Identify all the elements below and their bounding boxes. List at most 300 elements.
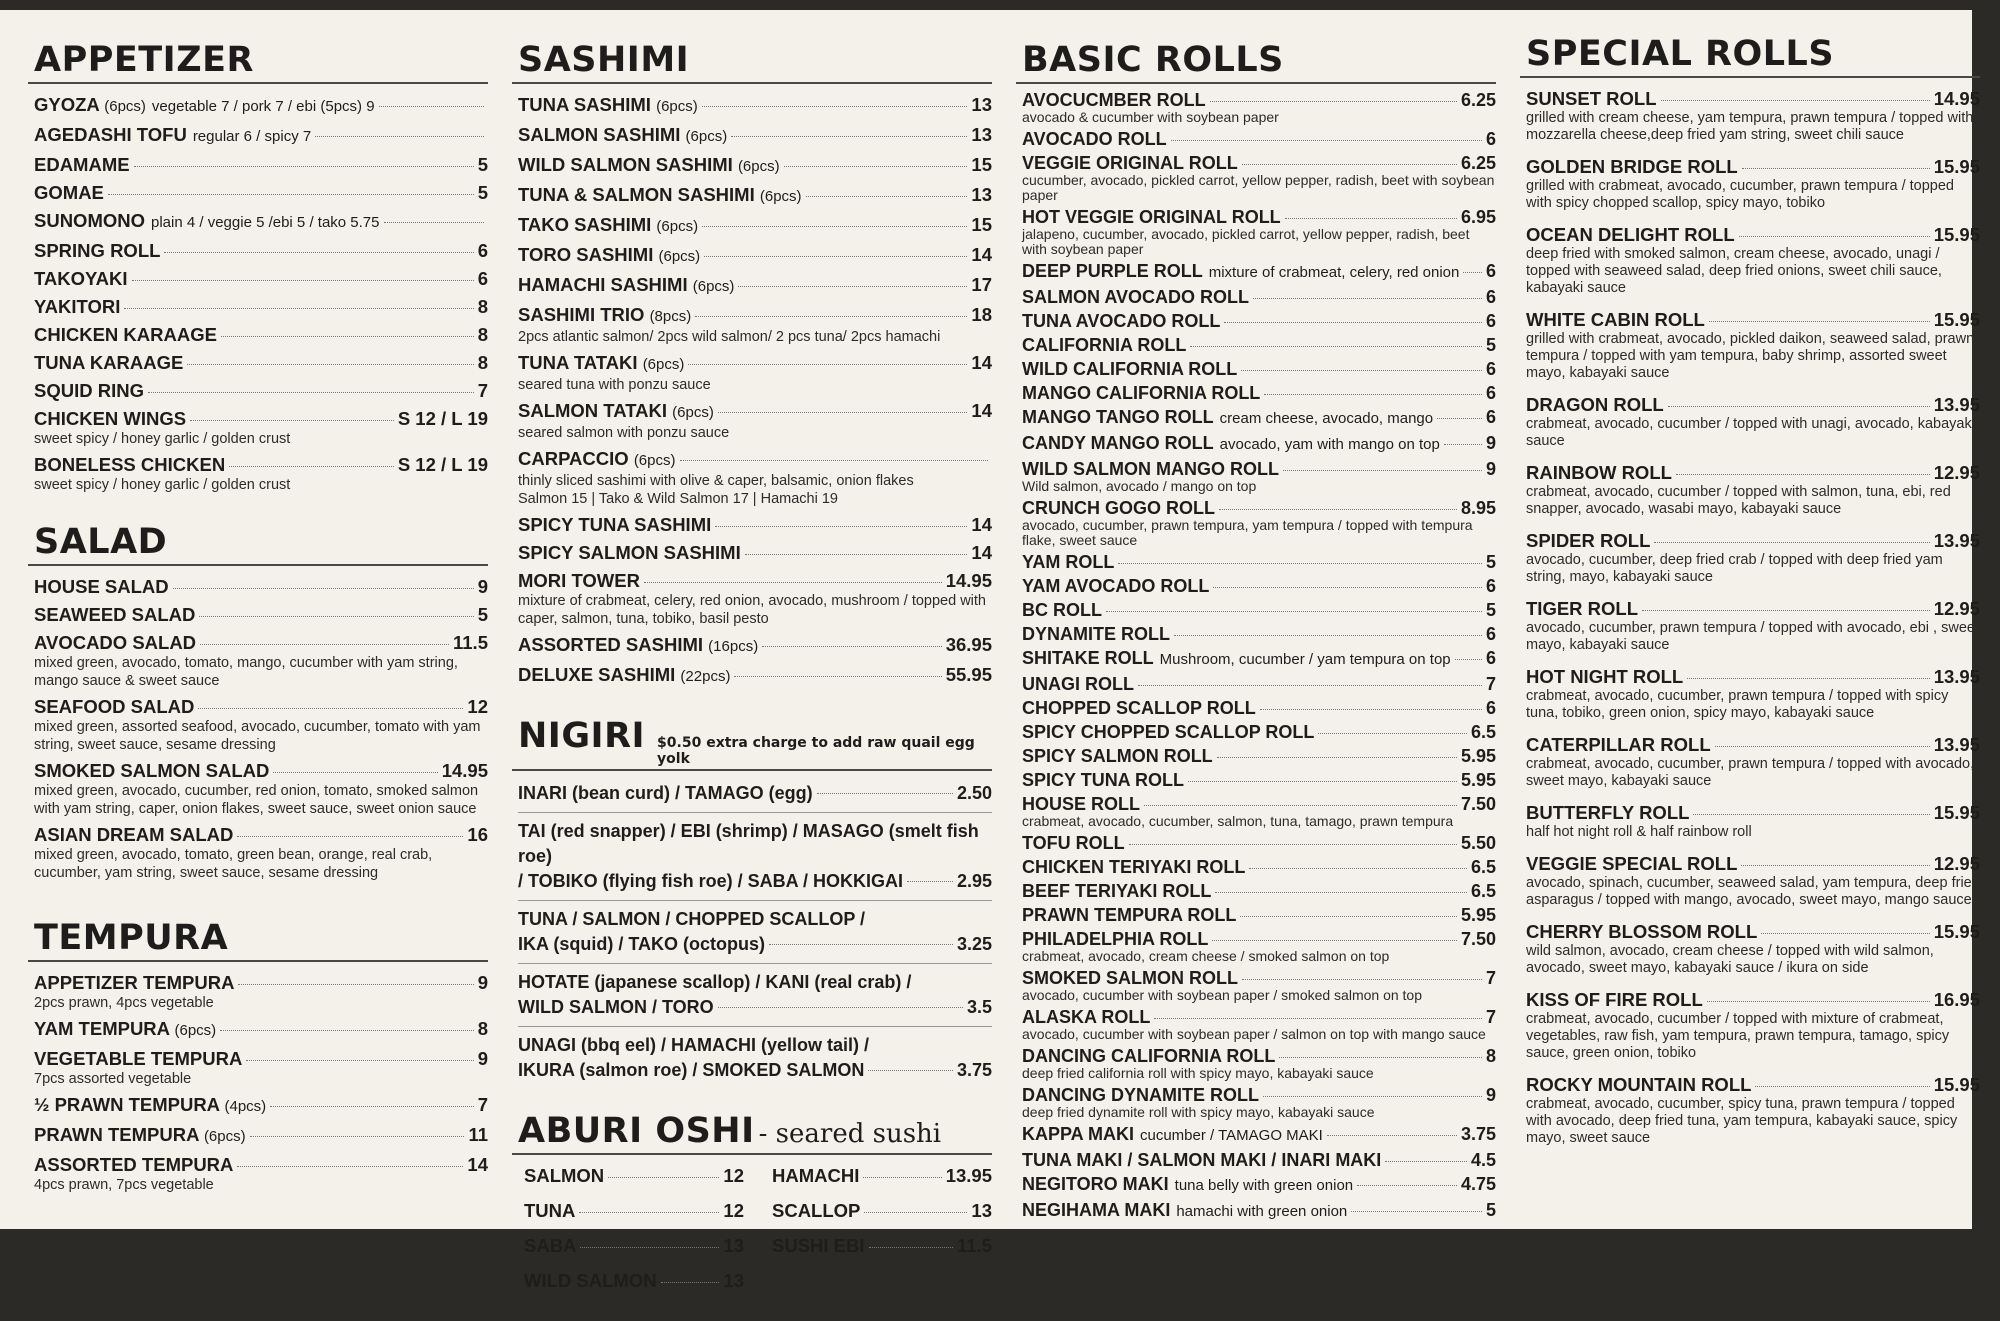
item-name-text: TIGER ROLL bbox=[1526, 598, 1639, 619]
dot-leader bbox=[1224, 322, 1482, 323]
dot-leader bbox=[200, 644, 449, 645]
item-name-text: CATERPILLAR ROLL bbox=[1526, 734, 1711, 755]
item-name-text: BC ROLL bbox=[1022, 600, 1102, 620]
item-name bbox=[1022, 624, 1170, 644]
menu-item bbox=[1022, 359, 1496, 379]
item-price: 12.95 bbox=[1933, 462, 1980, 483]
menu-item bbox=[1022, 576, 1496, 596]
column-3 bbox=[1006, 28, 1506, 1321]
column-4 bbox=[1510, 28, 1990, 1321]
item-price: 13 bbox=[971, 1200, 992, 1221]
menu-item bbox=[518, 184, 992, 208]
nigiri-line-1: UNAGI (bbq eel) / HAMACHI (yellow tail) / bbox=[518, 1035, 870, 1055]
tempura-heading: TEMPURA bbox=[28, 906, 488, 962]
item-price: 8.95 bbox=[1460, 498, 1496, 518]
dot-leader bbox=[863, 1177, 941, 1178]
item-name-text: RAINBOW ROLL bbox=[1526, 462, 1672, 483]
item-name bbox=[518, 94, 698, 118]
dot-leader bbox=[718, 412, 968, 413]
menu-item bbox=[1022, 498, 1496, 548]
menu-board bbox=[0, 10, 1980, 1291]
item-price: 15 bbox=[971, 214, 992, 235]
item-name bbox=[1022, 498, 1215, 518]
menu-item bbox=[1022, 674, 1496, 694]
aburi-list bbox=[518, 1165, 992, 1305]
menu-item-line bbox=[34, 1048, 488, 1070]
item-name bbox=[34, 604, 195, 626]
item-name bbox=[518, 352, 684, 376]
item-name-text: WILD SALMON SASHIMI bbox=[518, 154, 733, 175]
dot-leader bbox=[1213, 587, 1482, 588]
item-name bbox=[1526, 598, 1638, 620]
menu-item-line bbox=[34, 296, 488, 318]
item-name bbox=[34, 1124, 246, 1148]
menu-item-line bbox=[34, 380, 488, 402]
item-name-text: SALMON TATAKI bbox=[518, 400, 668, 421]
menu-item bbox=[1022, 1150, 1496, 1170]
item-name-text: TUNA SASHIMI bbox=[518, 94, 651, 115]
menu-item-line bbox=[1022, 552, 1496, 572]
item-name bbox=[34, 632, 196, 654]
item-name-text: YAM ROLL bbox=[1022, 552, 1115, 572]
menu-item bbox=[34, 124, 488, 148]
item-name-text: HOT VEGGIE ORIGINAL ROLL bbox=[1022, 207, 1281, 227]
menu-item bbox=[1022, 833, 1496, 853]
menu-item-line bbox=[518, 214, 992, 238]
item-name-text: DELUXE SASHIMI bbox=[518, 664, 676, 685]
item-price: 14 bbox=[467, 1154, 488, 1175]
menu-item bbox=[524, 1270, 744, 1299]
menu-item bbox=[518, 304, 992, 346]
menu-item-line bbox=[518, 352, 992, 376]
nigiri-price: 3.75 bbox=[956, 1060, 992, 1080]
item-name bbox=[34, 1048, 242, 1070]
item-description: mixed green, assorted seafood, avocado, cucumber, tomato with yam string, sweet sauce, sesame dressing bbox=[34, 719, 481, 753]
dot-leader bbox=[784, 166, 968, 167]
dot-leader bbox=[1668, 406, 1930, 407]
menu-item-line bbox=[1022, 153, 1496, 173]
menu-item bbox=[1526, 598, 1980, 654]
dot-leader bbox=[1327, 1135, 1457, 1136]
item-price: 8 bbox=[477, 296, 488, 317]
item-name-text: BONELESS CHICKEN bbox=[34, 454, 226, 475]
dot-leader bbox=[731, 136, 967, 137]
dot-leader bbox=[661, 1282, 720, 1283]
item-detail: regular 6 / spicy 7 bbox=[192, 128, 312, 145]
item-price: 3.75 bbox=[1460, 1124, 1496, 1144]
menu-item bbox=[772, 1165, 992, 1194]
item-name-text: SEAFOOD SALAD bbox=[34, 696, 195, 717]
item-price-options: Salmon 15 | Tako & Wild Salmon 17 | Hamachi 19 bbox=[518, 491, 838, 507]
item-price: 5 bbox=[477, 154, 488, 175]
menu-item bbox=[34, 1124, 488, 1148]
menu-item bbox=[518, 514, 992, 536]
menu-item-line bbox=[518, 448, 992, 472]
item-price: 5.95 bbox=[1460, 905, 1496, 925]
item-name bbox=[1022, 359, 1237, 379]
item-name bbox=[1022, 1046, 1275, 1066]
dot-leader bbox=[1253, 298, 1482, 299]
item-qty: (6pcs) bbox=[658, 248, 701, 265]
dot-leader bbox=[734, 676, 941, 677]
menu-item-line bbox=[524, 1270, 744, 1292]
aburi-heading bbox=[512, 1099, 992, 1155]
item-description: 2pcs atlantic salmon/ 2pcs wild salmon/ 2 pcs tuna/ 2pcs hamachi bbox=[518, 329, 941, 345]
dot-leader bbox=[1761, 933, 1929, 934]
tempura-section bbox=[28, 906, 488, 1194]
item-name-text: SCALLOP bbox=[772, 1200, 861, 1221]
menu-item-line bbox=[524, 1165, 744, 1187]
dot-leader bbox=[1210, 101, 1457, 102]
item-name-text: SASHIMI TRIO bbox=[518, 304, 645, 325]
menu-item-line bbox=[518, 634, 992, 658]
dot-leader bbox=[1739, 236, 1930, 237]
item-name bbox=[1526, 1074, 1751, 1096]
menu-item-line bbox=[1526, 802, 1980, 824]
item-price: 9 bbox=[477, 972, 488, 993]
item-name bbox=[34, 380, 144, 402]
item-price: 15.95 bbox=[1933, 309, 1980, 330]
item-name bbox=[34, 1154, 233, 1176]
item-name-text: VEGETABLE TEMPURA bbox=[34, 1048, 243, 1069]
dot-leader bbox=[745, 554, 968, 555]
item-name bbox=[772, 1165, 859, 1187]
nigiri-names: INARI (bean curd) / TAMAGO (egg) bbox=[518, 783, 813, 803]
menu-item-line bbox=[1022, 1150, 1496, 1170]
item-price: 13.95 bbox=[1933, 530, 1980, 551]
menu-item bbox=[518, 214, 992, 238]
item-name-text: TUNA MAKI / SALMON MAKI / INARI MAKI bbox=[1022, 1150, 1382, 1170]
item-name-text: DEEP PURPLE ROLL bbox=[1022, 261, 1203, 281]
item-name bbox=[1022, 857, 1245, 877]
item-name-text: TAKOYAKI bbox=[34, 268, 128, 289]
item-name bbox=[1022, 1007, 1150, 1027]
menu-item-line bbox=[1526, 989, 1980, 1011]
menu-item-line bbox=[1022, 857, 1496, 877]
item-qty: (4pcs) bbox=[224, 1098, 267, 1115]
item-price: 12.95 bbox=[1933, 598, 1980, 619]
menu-item bbox=[772, 1200, 992, 1229]
divider bbox=[518, 900, 992, 901]
item-description: avocado, spinach, cucumber, seaweed salad, yam tempura, deep fried asparagus / topped with mango, avocado, sweet mayo, mango sauce bbox=[1526, 875, 1980, 908]
item-name bbox=[34, 352, 183, 374]
menu-item-line bbox=[34, 454, 488, 476]
item-name bbox=[1022, 287, 1249, 307]
item-name bbox=[1022, 1150, 1381, 1170]
menu-item bbox=[34, 154, 488, 176]
appetizer-section bbox=[28, 28, 488, 494]
dot-leader bbox=[1171, 140, 1482, 141]
dot-leader bbox=[1385, 1161, 1467, 1162]
menu-item-line bbox=[1022, 335, 1496, 355]
dot-leader bbox=[246, 1060, 473, 1061]
menu-item-line bbox=[34, 324, 488, 346]
nigiri-price: 3.25 bbox=[956, 934, 992, 954]
item-name-text: AGEDASHI TOFU bbox=[34, 124, 187, 145]
item-name bbox=[34, 182, 104, 204]
item-name bbox=[1526, 530, 1650, 552]
item-name bbox=[34, 94, 146, 118]
item-price: 6 bbox=[1485, 648, 1496, 668]
item-name-text: HOUSE SALAD bbox=[34, 576, 169, 597]
menu-item-line bbox=[1022, 207, 1496, 227]
menu-item-line bbox=[1526, 88, 1980, 110]
menu-item-line bbox=[1022, 1174, 1496, 1196]
dot-leader bbox=[108, 194, 474, 195]
menu-item bbox=[1022, 857, 1496, 877]
column-2 bbox=[502, 28, 1002, 1321]
menu-item-line bbox=[1022, 1085, 1496, 1105]
menu-item bbox=[34, 380, 488, 402]
item-name-text: SHITAKE ROLL bbox=[1022, 648, 1154, 668]
item-price: 6.25 bbox=[1460, 90, 1496, 110]
item-name-text: ALASKA ROLL bbox=[1022, 1007, 1151, 1027]
dot-leader bbox=[1676, 474, 1930, 475]
item-price: 6.5 bbox=[1470, 857, 1496, 877]
item-name bbox=[518, 542, 741, 564]
menu-item-line bbox=[1022, 746, 1496, 766]
item-name-text: HAMACHI bbox=[772, 1165, 860, 1186]
item-detail: cream cheese, avocado, mango bbox=[1219, 410, 1434, 427]
item-price: 15.95 bbox=[1933, 921, 1980, 942]
menu-item bbox=[1022, 648, 1496, 670]
menu-item-line bbox=[1022, 1007, 1496, 1027]
item-name-text: CRUNCH GOGO ROLL bbox=[1022, 498, 1215, 518]
item-name-text: NEGITORO MAKI bbox=[1022, 1174, 1169, 1194]
item-name-text: WILD SALMON bbox=[524, 1270, 657, 1291]
menu-item bbox=[1022, 383, 1496, 403]
menu-item-line bbox=[518, 664, 992, 688]
menu-item-line bbox=[1526, 853, 1980, 875]
item-name-text: SPICY SALMON SASHIMI bbox=[518, 542, 741, 563]
item-name bbox=[518, 154, 780, 178]
menu-item bbox=[1022, 287, 1496, 307]
menu-item-line bbox=[1022, 833, 1496, 853]
item-name-text: MORI TOWER bbox=[518, 570, 640, 591]
item-name bbox=[1526, 921, 1757, 943]
dot-leader bbox=[1242, 979, 1482, 980]
menu-item-line bbox=[1022, 498, 1496, 518]
dot-leader bbox=[1118, 563, 1482, 564]
menu-item-line bbox=[34, 94, 488, 118]
item-name bbox=[34, 154, 130, 176]
dot-leader bbox=[580, 1247, 719, 1248]
menu-item bbox=[772, 1235, 992, 1264]
menu-item-line bbox=[518, 542, 992, 564]
menu-item-line bbox=[772, 1200, 992, 1222]
item-description: wild salmon, avocado, cream cheese / topped with wild salmon, avocado, sweet mayo, kabayaki sauce / ikura on side bbox=[1526, 943, 1934, 976]
dot-leader bbox=[1437, 418, 1482, 419]
menu-item bbox=[1526, 921, 1980, 977]
menu-item-line bbox=[34, 1124, 488, 1148]
item-price: 6 bbox=[1485, 698, 1496, 718]
item-description: crabmeat, avocado, cucumber, prawn tempura / topped with spicy tuna, tobiko, green onion, spicy mayo, kabayaki sauce bbox=[1526, 688, 1949, 721]
nigiri-price: 2.50 bbox=[956, 783, 992, 803]
salad-section bbox=[28, 510, 488, 882]
dot-leader bbox=[1755, 1086, 1929, 1087]
item-price: 14.95 bbox=[1933, 88, 1980, 109]
item-detail: vegetable 7 / pork 7 / ebi (5pcs) 9 bbox=[151, 98, 375, 115]
item-price: 7 bbox=[477, 380, 488, 401]
menu-item-line bbox=[1022, 624, 1496, 644]
basic-rolls-list bbox=[1016, 90, 1496, 1222]
dot-leader bbox=[864, 1212, 967, 1213]
item-name bbox=[1022, 881, 1211, 901]
menu-item bbox=[1022, 207, 1496, 257]
item-name-text: BUTTERFLY ROLL bbox=[1526, 802, 1690, 823]
item-price: 13.95 bbox=[945, 1165, 992, 1186]
item-name-text: ASSORTED SASHIMI bbox=[518, 634, 704, 655]
item-qty: (6pcs) bbox=[656, 218, 699, 235]
menu-item bbox=[518, 570, 992, 628]
menu-item-line bbox=[34, 972, 488, 994]
item-name bbox=[1022, 433, 1214, 453]
item-description: half hot night roll & half rainbow roll bbox=[1526, 824, 1752, 840]
item-name-text: VEGGIE SPECIAL ROLL bbox=[1526, 853, 1738, 874]
menu-item bbox=[1022, 1174, 1496, 1196]
item-price: 7 bbox=[1485, 674, 1496, 694]
item-price: 9 bbox=[477, 576, 488, 597]
menu-item bbox=[1526, 309, 1980, 382]
dot-leader bbox=[608, 1177, 719, 1178]
appetizer-list bbox=[28, 94, 488, 494]
item-price: 16.95 bbox=[1933, 989, 1980, 1010]
menu-item-line bbox=[1526, 921, 1980, 943]
menu-item bbox=[34, 408, 488, 448]
dot-leader bbox=[237, 836, 463, 837]
dot-leader bbox=[164, 252, 473, 253]
item-description: thinly sliced sashimi with olive & caper, balsamic, onion flakes bbox=[518, 473, 914, 489]
menu-item bbox=[1526, 156, 1980, 212]
item-price: 4.75 bbox=[1460, 1174, 1496, 1194]
item-price: 8 bbox=[477, 1018, 488, 1039]
item-name-text: SUSHI EBI bbox=[772, 1235, 865, 1256]
menu-item-line bbox=[34, 632, 488, 654]
item-detail: hamachi with green onion bbox=[1176, 1203, 1348, 1220]
item-name bbox=[1022, 1124, 1134, 1144]
menu-item-line bbox=[1022, 968, 1496, 988]
dot-leader bbox=[1709, 321, 1930, 322]
item-price: 5 bbox=[1485, 552, 1496, 572]
item-name bbox=[1022, 746, 1213, 766]
menu-item bbox=[1022, 698, 1496, 718]
item-description: avocado, cucumber, prawn tempura, yam tempura / topped with tempura flake, sweet sauce bbox=[1022, 517, 1473, 548]
menu-item bbox=[518, 94, 992, 118]
item-qty: (6pcs) bbox=[656, 98, 698, 115]
item-price: 12 bbox=[723, 1165, 744, 1186]
menu-item bbox=[518, 542, 992, 564]
item-name bbox=[1022, 90, 1206, 110]
menu-item-line bbox=[1022, 459, 1496, 479]
item-name-text: WILD CALIFORNIA ROLL bbox=[1022, 359, 1238, 379]
item-name bbox=[1022, 1085, 1259, 1105]
item-description: crabmeat, avocado, cucumber, prawn tempura / topped with avocado, sweet mayo, kabayaki sauce bbox=[1526, 756, 1975, 789]
item-qty: (6pcs) bbox=[203, 1128, 246, 1145]
item-name-text: TORO SASHIMI bbox=[518, 244, 654, 265]
menu-item-line bbox=[1022, 905, 1496, 925]
column-1 bbox=[18, 28, 498, 1321]
item-name-text: CANDY MANGO ROLL bbox=[1022, 433, 1214, 453]
item-price: 8 bbox=[1485, 1046, 1496, 1066]
item-detail: cucumber / TAMAGO MAKI bbox=[1140, 1127, 1323, 1144]
item-detail: plain 4 / veggie 5 /ebi 5 / tako 5.75 bbox=[151, 214, 380, 231]
dot-leader bbox=[1707, 1001, 1930, 1002]
menu-item-line bbox=[34, 1094, 488, 1118]
item-name-text: CHICKEN TERIYAKI ROLL bbox=[1022, 857, 1246, 877]
item-price: 15 bbox=[971, 154, 992, 175]
item-name bbox=[1526, 853, 1737, 875]
menu-item-line bbox=[772, 1235, 992, 1257]
item-name bbox=[1022, 905, 1236, 925]
item-description: crabmeat, avocado, cucumber / topped with unagi, avocado, kabayaki sauce bbox=[1526, 416, 1975, 449]
item-name bbox=[1526, 156, 1738, 178]
menu-item bbox=[1526, 88, 1980, 144]
nigiri-list bbox=[512, 781, 992, 1083]
item-name-text: DANCING CALIFORNIA ROLL bbox=[1022, 1046, 1276, 1066]
menu-item-line bbox=[518, 274, 992, 298]
menu-item bbox=[1022, 129, 1496, 149]
nigiri-line-2 bbox=[518, 1058, 992, 1083]
item-description: deep fried dynamite roll with spicy mayo, kabayaki sauce bbox=[1022, 1104, 1375, 1120]
menu-item-line bbox=[34, 352, 488, 374]
item-qty: (6pcs) bbox=[672, 404, 714, 421]
item-price: 12.95 bbox=[1933, 853, 1980, 874]
item-name bbox=[34, 296, 120, 318]
menu-item bbox=[524, 1235, 744, 1264]
dot-leader bbox=[688, 364, 967, 365]
item-name-text: SABA bbox=[524, 1235, 577, 1256]
dot-leader bbox=[148, 392, 474, 393]
menu-item-line bbox=[34, 824, 488, 846]
item-name-text: SPICY TUNA SASHIMI bbox=[518, 514, 712, 535]
menu-item-line bbox=[1022, 881, 1496, 901]
item-name bbox=[1022, 576, 1209, 596]
menu-item bbox=[1022, 722, 1496, 742]
item-name-text: KAPPA MAKI bbox=[1022, 1124, 1134, 1144]
menu-item bbox=[1022, 905, 1496, 925]
item-name bbox=[518, 448, 676, 472]
menu-item bbox=[518, 274, 992, 298]
nigiri-names: WILD SALMON / TORO bbox=[518, 997, 714, 1017]
nigiri-line-1 bbox=[518, 781, 992, 806]
item-description: crabmeat, avocado, cucumber, spicy tuna, prawn tempura / topped with avocado, deep fried tuna, yam tempura, kabayaki sauce, spicy mayo, sweet sauce bbox=[1526, 1096, 1958, 1146]
menu-item-line bbox=[34, 408, 488, 430]
item-price: 11.5 bbox=[453, 632, 488, 653]
menu-item bbox=[518, 154, 992, 178]
item-price: 6 bbox=[1485, 129, 1496, 149]
item-name bbox=[34, 408, 186, 430]
menu-item-line bbox=[1022, 129, 1496, 149]
menu-item-line bbox=[34, 760, 488, 782]
menu-item-line bbox=[1022, 576, 1496, 596]
item-name-text: SALMON bbox=[524, 1165, 605, 1186]
menu-item bbox=[1022, 311, 1496, 331]
item-description: crabmeat, avocado, cucumber / topped with salmon, tuna, ebi, red snapper, avocado, wasabi mayo, kabayaki sauce bbox=[1526, 484, 1951, 517]
item-name-text: AVOCADO ROLL bbox=[1022, 129, 1167, 149]
nigiri-names: IKA (squid) / TAKO (octopus) bbox=[518, 934, 765, 954]
item-price: 5 bbox=[477, 604, 488, 625]
basic-rolls-heading: BASIC ROLLS bbox=[1016, 28, 1496, 84]
dot-leader bbox=[704, 256, 967, 257]
menu-item bbox=[34, 576, 488, 598]
item-price: 6 bbox=[1485, 407, 1496, 427]
menu-item-line bbox=[34, 124, 488, 148]
item-name bbox=[524, 1270, 657, 1292]
item-name-text: AVOCUCMBER ROLL bbox=[1022, 90, 1206, 110]
item-name-text: SMOKED SALMON SALAD bbox=[34, 760, 270, 781]
dot-leader bbox=[1174, 635, 1482, 636]
item-name bbox=[1526, 394, 1664, 416]
